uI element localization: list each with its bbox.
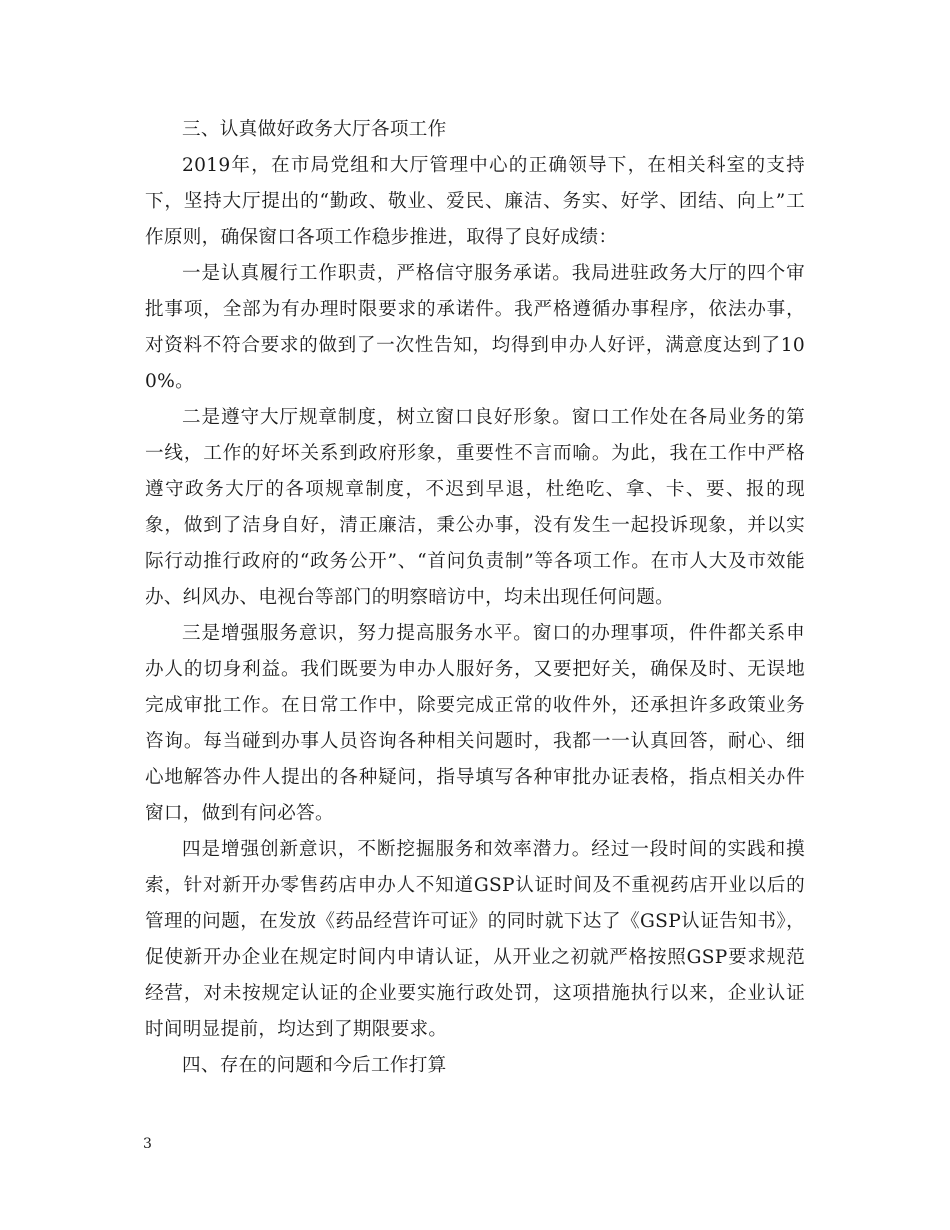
paragraph-point-4: 四是增强创新意识，不断挖掘服务和效率潜力。经过一段时间的实践和摸索，针对新开办零售药店申办人不知道GSP认证时间及不重视药店开业以后的管理的问题，在发放《药品经营许可证》的同时就下达了《GSP认证告知书》，促使新开办企业在规定时间内申请认证，从开业之初就严格按照GSP要求规范经营，对未按规定认证的企业要实施行政处罚，这项措施执行以来，企业认证时间明显提前，均达到了期限要求。 — [145, 839, 805, 1040]
section-heading-4: 四、存在的问题和今后工作打算 — [182, 1055, 447, 1076]
page-number: 3 — [143, 1136, 152, 1152]
paragraph-point-1: 一是认真履行工作职责，严格信守服务承诺。我局进驻政务大厅的四个审批事项，全部为有办理时限要求的承诺件。我严格遵循办事程序，依法办事，对资料不符合要求的做到了一次性告知，均得到申办人好评，满意度达到了100%。 — [145, 263, 805, 392]
section-heading-3: 三、认真做好政务大厅各项工作 — [182, 119, 447, 140]
paragraph-point-2: 二是遵守大厅规章制度，树立窗口良好形象。窗口工作处在各局业务的第一线，工作的好坏关系到政府形象，重要性不言而喻。为此，我在工作中严格遵守政务大厅的各项规章制度，不迟到早退，杜绝吃、拿、卡、要、报的现象，做到了洁身自好，清正廉洁，秉公办事，没有发生一起投诉现象，并以实际行动推行政府的“政务公开”、“首问负责制”等各项工作。在市人大及市效能办、纠风办、电视台等部门的明察暗访中，均未出现任何问题。 — [145, 407, 805, 608]
document-body — [145, 112, 805, 1084]
intro-paragraph: 2019年，在市局党组和大厅管理中心的正确领导下，在相关科室的支持下，坚持大厅提出的“勤政、敬业、爱民、廉洁、务实、好学、团结、向上”工作原则，确保窗口各项工作稳步推进，取得了良好成绩： — [145, 155, 805, 248]
paragraph-point-3: 三是增强服务意识，努力提高服务水平。窗口的办理事项，件件都关系申办人的切身利益。我们既要为申办人服好务，又要把好关，确保及时、无误地完成审批工作。在日常工作中，除要完成正常的收件外，还承担许多政策业务咨询。每当碰到办事人员咨询各种相关问题时，我都一一认真回答，耐心、细心地解答办件人提出的各种疑问，指导填写各种审批办证表格，指点相关办件窗口，做到有问必答。 — [145, 623, 805, 824]
